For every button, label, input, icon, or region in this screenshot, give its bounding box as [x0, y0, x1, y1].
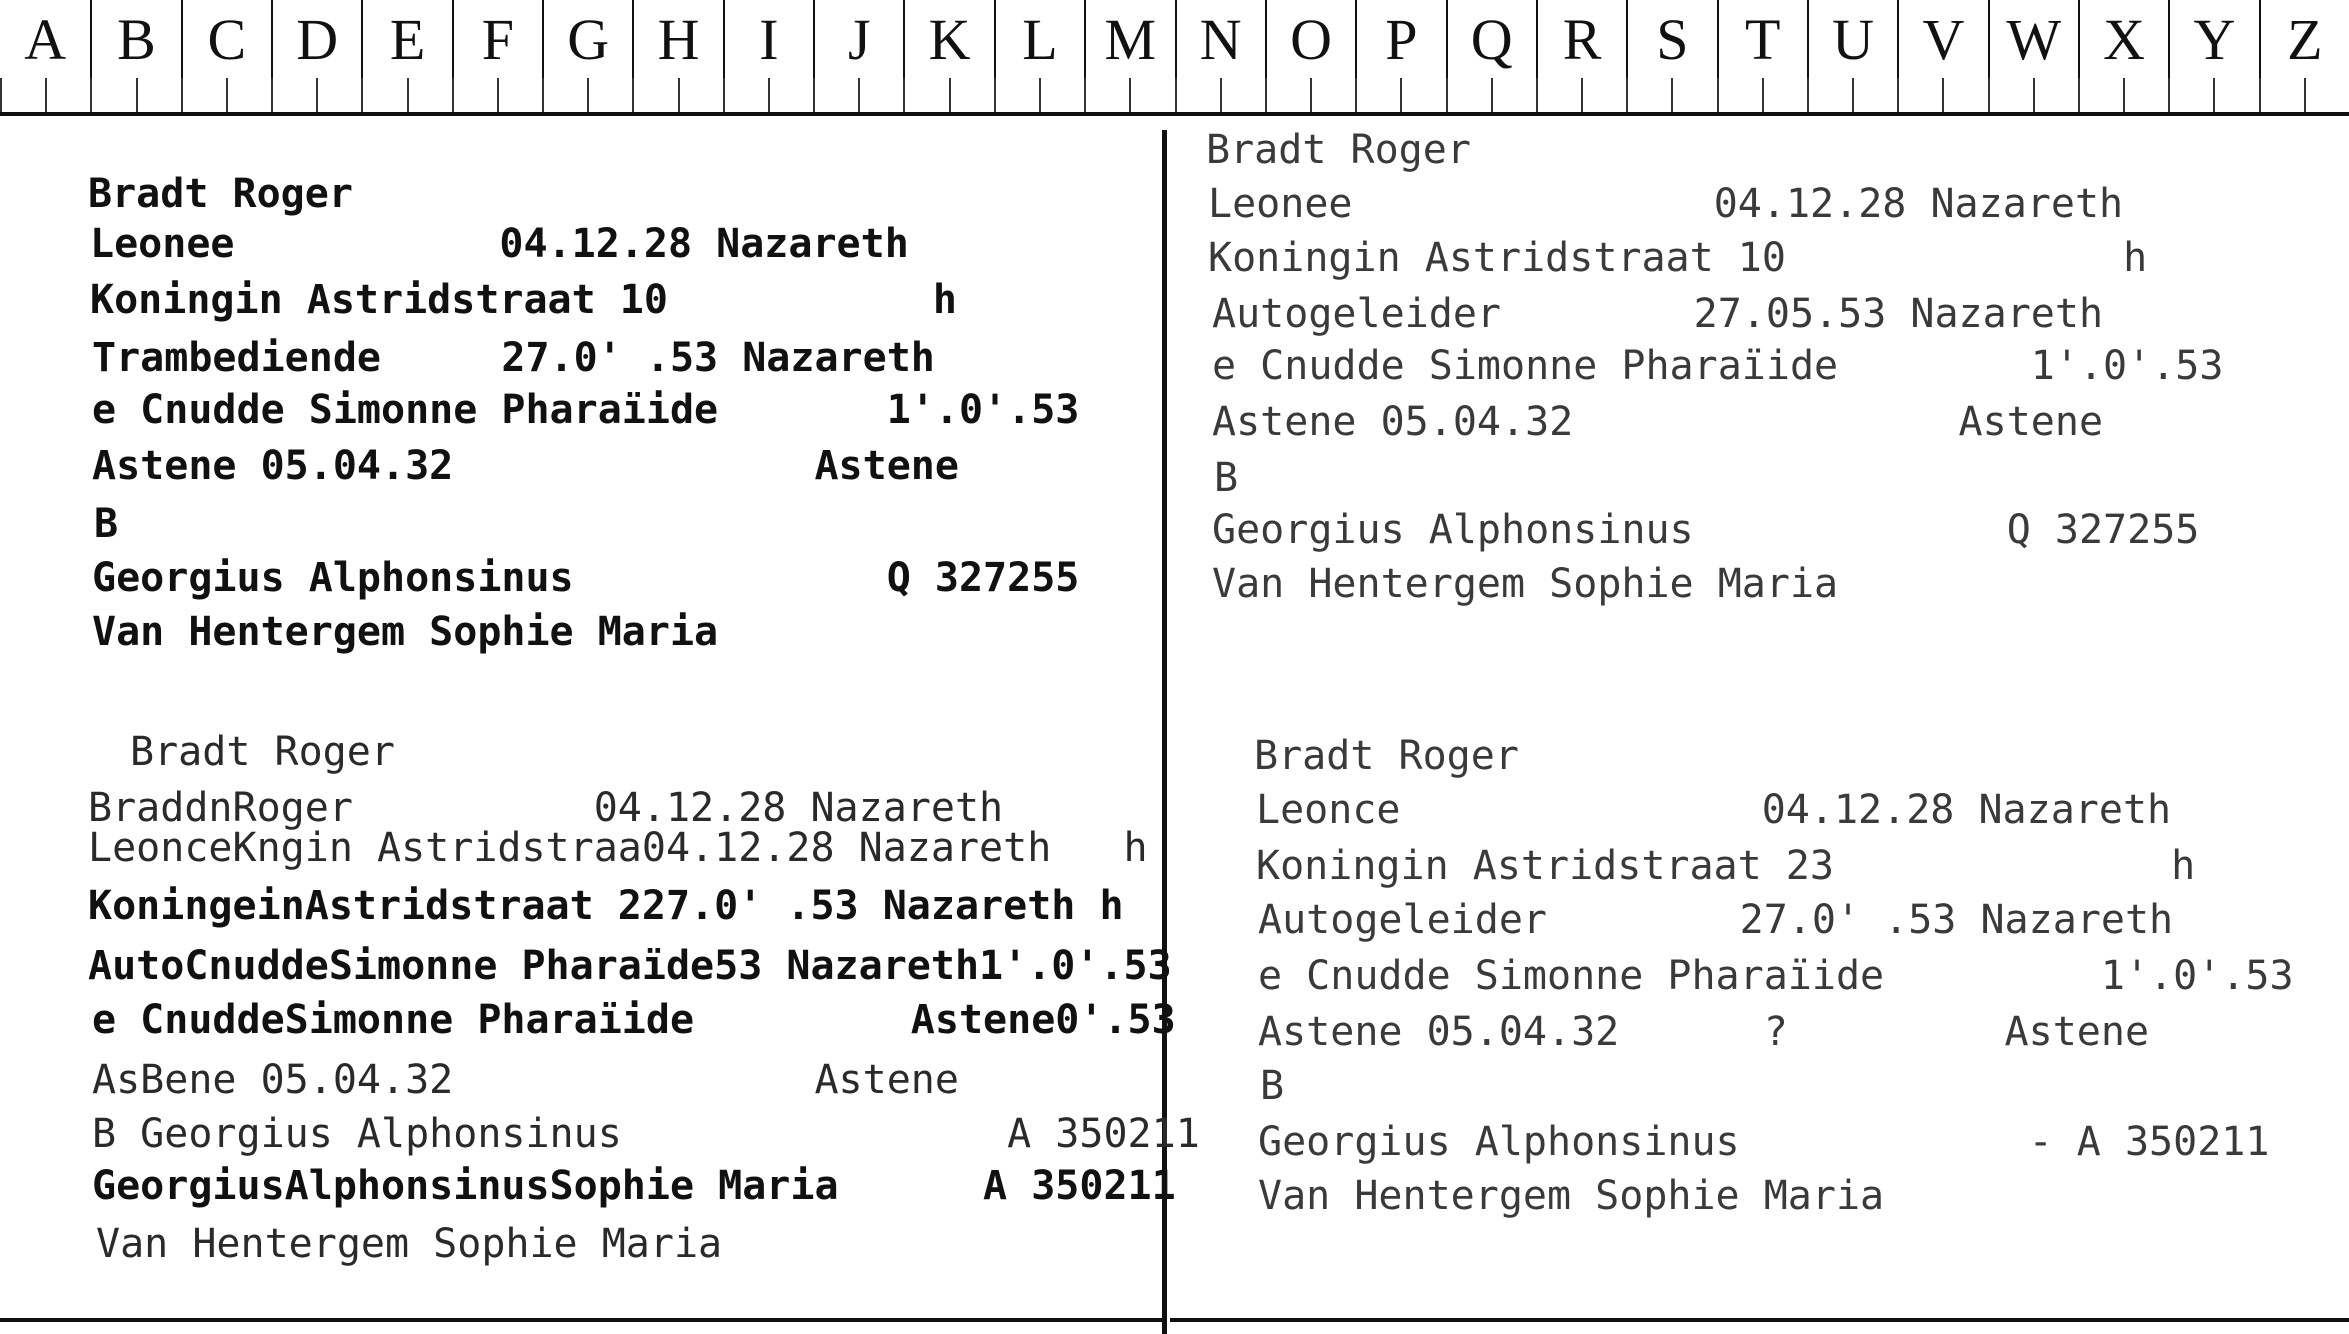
ruler-tick	[2078, 78, 2080, 112]
bl-line-4: KoningeinAstridstraat 227.0' .53 Nazareth h	[88, 883, 1124, 929]
ruler-tick	[2123, 78, 2125, 112]
ruler-tick	[813, 78, 815, 112]
ruler-tick	[1852, 78, 1854, 112]
ruler-tick	[1129, 78, 1131, 112]
tr-code: B	[1214, 455, 1239, 501]
ruler-tick	[1671, 78, 1673, 112]
tr-mother: Van Hentergem Sophie Maria	[1212, 561, 1839, 607]
ruler-tick	[632, 78, 634, 112]
ruler-tick	[903, 78, 905, 112]
index-letter-g: G	[542, 0, 632, 78]
ruler-tick	[316, 78, 318, 112]
ruler-tick	[1084, 78, 1086, 112]
ruler-tick	[45, 78, 47, 112]
ruler-tick	[1175, 78, 1177, 112]
index-letter-x: X	[2078, 0, 2168, 78]
tr-spouse: e Cnudde Simonne Pharaïide 1'.0'.53	[1212, 343, 2224, 389]
bl-line-3: LeonceKngin Astridstraa04.12.28 Nazareth h	[88, 825, 1148, 871]
index-letter-r: R	[1536, 0, 1626, 78]
index-letter-h: H	[632, 0, 722, 78]
br-father: Georgius Alphonsinus - A 350211	[1258, 1119, 2270, 1165]
ruler-tick	[949, 78, 951, 112]
index-letter-z: Z	[2259, 0, 2349, 78]
ruler-tick	[858, 78, 860, 112]
ruler-tick	[1988, 78, 1990, 112]
ruler-tick	[2168, 78, 2170, 112]
tl-father: Georgius Alphonsinus Q 327255	[92, 555, 1080, 601]
br-name: Bradt Roger	[1254, 733, 1519, 779]
tr-name: Bradt Roger	[1206, 127, 1471, 173]
ruler-tick	[1355, 78, 1357, 112]
ruler-tick	[1310, 78, 1312, 112]
ruler-tick	[1942, 78, 1944, 112]
ruler-tick	[994, 78, 996, 112]
index-letter-k: K	[903, 0, 993, 78]
ruler-tick	[1762, 78, 1764, 112]
ruler-tick	[587, 78, 589, 112]
index-letter-n: N	[1175, 0, 1265, 78]
index-letter-t: T	[1717, 0, 1807, 78]
index-letter-i: I	[723, 0, 813, 78]
tl-address: Koningin Astridstraat 10 h	[90, 277, 957, 323]
tl-occupation: Trambediende 27.0' .53 Nazareth	[92, 335, 935, 381]
br-given-birth: Leonce 04.12.28 Nazareth	[1256, 787, 2172, 833]
index-letter-w: W	[1988, 0, 2078, 78]
ruler-tick	[2213, 78, 2215, 112]
tr-spouse-birth: Astene 05.04.32 Astene	[1212, 399, 2104, 445]
ruler-tick	[2304, 78, 2306, 112]
ruler-tick	[1717, 78, 1719, 112]
tl-mother: Van Hentergem Sophie Maria	[92, 609, 719, 655]
ruler-tick	[768, 78, 770, 112]
ruler-tick	[723, 78, 725, 112]
tr-address: Koningin Astridstraat 10 h	[1208, 235, 2148, 281]
bl-line-10: Van Hentergem Sophie Maria	[96, 1221, 723, 1267]
index-letter-m: M	[1084, 0, 1174, 78]
tr-given-birth: Leonee 04.12.28 Nazareth	[1208, 181, 2124, 227]
ruler-tick	[1581, 78, 1583, 112]
index-letter-v: V	[1897, 0, 1987, 78]
bottom-divider-right	[1170, 1318, 2349, 1322]
ruler-tick	[678, 78, 680, 112]
index-letter-o: O	[1265, 0, 1355, 78]
ruler-tick	[1400, 78, 1402, 112]
br-occupation: Autogeleider 27.0' .53 Nazareth	[1258, 897, 2174, 943]
bl-line-6: e CnuddeSimonne Pharaïide Astene0'.53	[92, 997, 1176, 1043]
ruler-tick	[407, 78, 409, 112]
ruler-tick	[361, 78, 363, 112]
index-letter-l: L	[994, 0, 1084, 78]
bl-name: Bradt Roger	[130, 729, 395, 775]
index-letter-a: A	[24, 7, 67, 72]
bl-line-5: AutoCnuddeSimonne Pharaïde53 Nazareth1'.0'.53	[88, 943, 1172, 989]
tl-spouse: e Cnudde Simonne Pharaïide 1'.0'.53	[92, 387, 1080, 433]
index-letter-q: Q	[1446, 0, 1536, 78]
index-letter-c: C	[181, 0, 271, 78]
br-code: B	[1260, 1063, 1285, 1109]
ruler-tick	[1807, 78, 1809, 112]
ruler-tick	[542, 78, 544, 112]
ruler-tick	[1039, 78, 1041, 112]
bl-line-2: BraddnRoger 04.12.28 Nazareth	[88, 785, 1004, 831]
ruler-tick	[226, 78, 228, 112]
bl-line-8: B Georgius Alphonsinus A 350211	[92, 1111, 1200, 1157]
bottom-divider-left	[0, 1318, 1162, 1322]
index-letter-p: P	[1355, 0, 1445, 78]
br-address: Koningin Astridstraat 23 h	[1256, 843, 2196, 889]
ruler-tick	[2033, 78, 2035, 112]
index-letter-s: S	[1626, 0, 1716, 78]
tl-name: Bradt Roger	[88, 171, 353, 217]
ruler-tick	[90, 78, 92, 112]
tl-given-birth: Leonee 04.12.28 Nazareth	[90, 221, 909, 267]
index-letter-d: D	[271, 0, 361, 78]
bl-line-9: GeorgiusAlphonsinusSophie Maria A 350211	[92, 1163, 1176, 1209]
ruler-tick	[2259, 78, 2261, 112]
tl-spouse-birth: Astene 05.04.32 Astene	[92, 443, 959, 489]
tr-father: Georgius Alphonsinus Q 327255	[1212, 507, 2200, 553]
br-spouse-birth: Astene 05.04.32 ? Astene	[1258, 1009, 2150, 1055]
index-letter-j: J	[813, 0, 903, 78]
ruler-tick	[452, 78, 454, 112]
ruler-tick	[1220, 78, 1222, 112]
index-letter-u: U	[1807, 0, 1897, 78]
ruler-tick	[1897, 78, 1899, 112]
ruler-tick	[1265, 78, 1267, 112]
ruler-tick	[1626, 78, 1628, 112]
ruler-tick	[0, 78, 2, 112]
alphabet-index-ruler	[0, 0, 2349, 116]
index-letter-b: B	[90, 0, 180, 78]
ruler-tick	[1491, 78, 1493, 112]
br-spouse: e Cnudde Simonne Pharaïide 1'.0'.53	[1258, 953, 2294, 999]
ruler-tick	[497, 78, 499, 112]
tl-code: B	[94, 501, 119, 547]
index-letter-y: Y	[2168, 0, 2258, 78]
ruler-tick	[271, 78, 273, 112]
bl-line-7: AsBene 05.04.32 Astene	[92, 1057, 959, 1103]
ruler-tick	[1446, 78, 1448, 112]
ruler-tick	[136, 78, 138, 112]
ruler-tick	[1536, 78, 1538, 112]
ruler-tick	[181, 78, 183, 112]
index-letter-e: E	[361, 0, 451, 78]
index-letter-f: F	[452, 0, 542, 78]
br-mother: Van Hentergem Sophie Maria	[1258, 1173, 1885, 1219]
tr-occupation: Autogeleider 27.05.53 Nazareth	[1212, 291, 2104, 337]
